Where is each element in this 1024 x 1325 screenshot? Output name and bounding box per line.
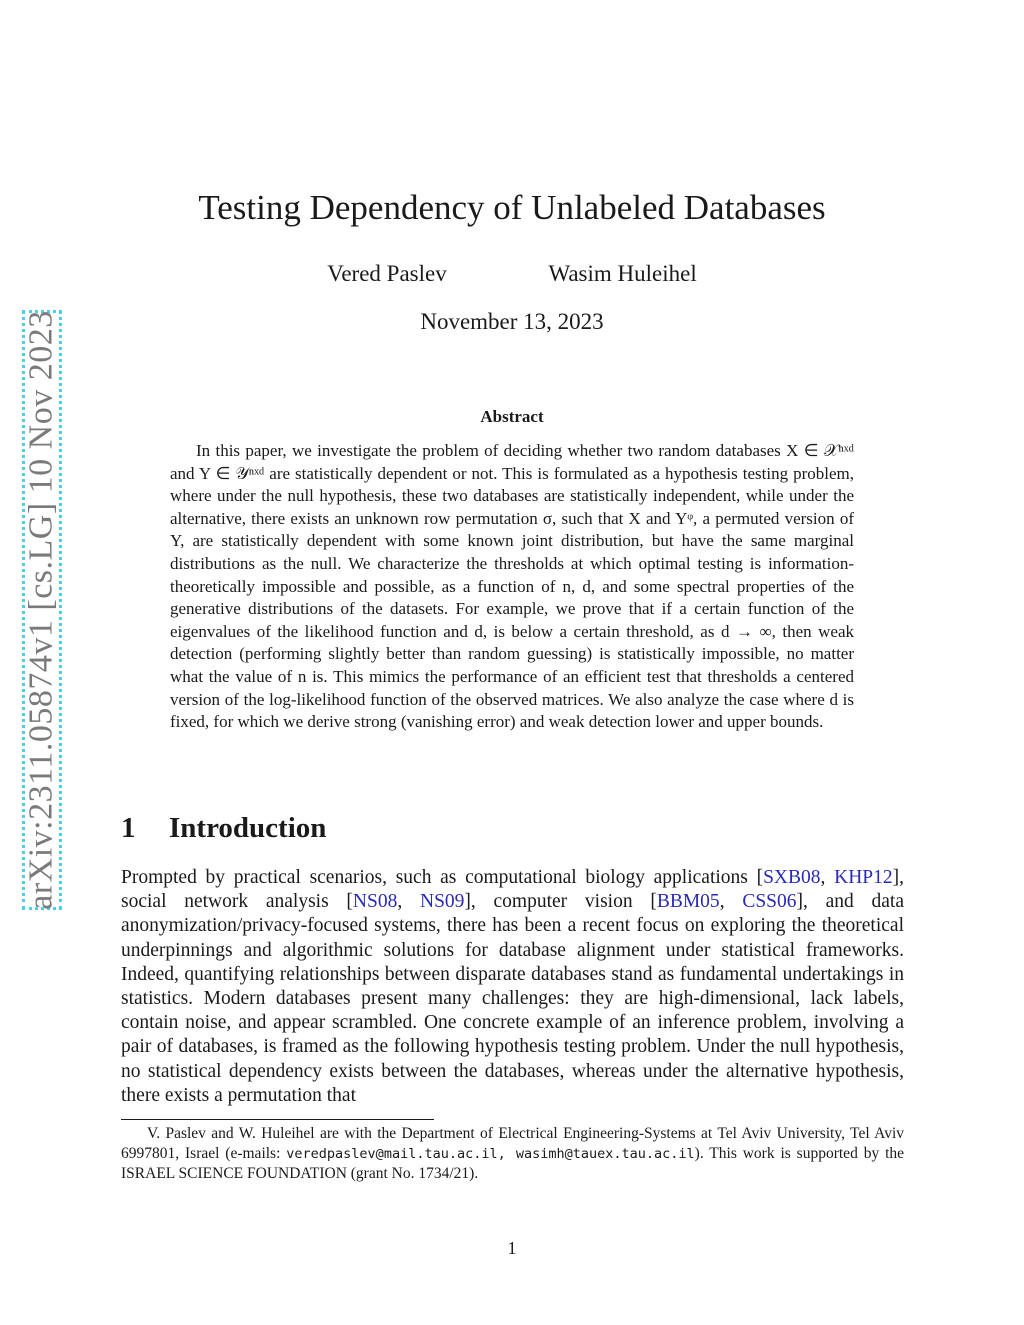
intro-text: ], computer vision [ [464, 891, 657, 913]
author-list [0, 261, 1024, 287]
paper-date: November 13, 2023 [420, 309, 604, 334]
section-number: 1 [121, 812, 136, 844]
citation-link[interactable]: NS08 [352, 891, 398, 913]
citation-link[interactable]: KHP12 [834, 867, 893, 888]
section-heading [121, 812, 326, 845]
page-number: 1 [507, 1238, 517, 1258]
arxiv-stamp [22, 310, 62, 910]
intro-text: ], social network analysis [ [121, 867, 904, 913]
intro-text: , [397, 891, 420, 913]
intro-paragraph [121, 866, 904, 1108]
abstract-text: In this paper, we investigate the problem of deciding whether two random databases X ∈ 𝒳ⁿˣᵈ and Y ∈ 𝒴ⁿˣᵈ are statistically dependent or not. This is formulated as a hypothesis testing problem, where under the null hypothesis, these two databases are statistically independent, while under the alternative, there exists an unknown row permutation σ, such that X and Yᵠ, a permuted version of Y, are statistically dependent with some known joint distribution, but have the same marginal distributions as the null. We characterize the thresholds at which optimal testing is information-theoretically impossible and possible, as a function of n, d, and some spectral properties of the generative distributions of the datasets. For example, we prove that if a certain function of the eigenvalues of the likelihood function and d, is below a certain threshold, as d → ∞, then weak detection (performing slightly better than random guessing) is statistically impossible, no matter what the value of n is. This mimics the performance of an efficient test that thresholds a centered version of the log-likelihood function of the observed matrices. We also analyze the case where d is fixed, for which we derive strong (vanishing error) and weak detection lower and upper bounds. [170, 441, 854, 732]
paper-title: Testing Dependency of Unlabeled Databases [198, 188, 826, 227]
intro-text: , [820, 867, 835, 888]
intro-text: Prompted by practical scenarios, such as computational biology applications [ [121, 867, 764, 888]
citation-link[interactable]: CSS06 [742, 891, 797, 913]
arxiv-identifier: arXiv:2311.05874v1 [cs.LG] 10 Nov 2023 [23, 310, 61, 910]
citation-link[interactable]: NS09 [419, 891, 465, 913]
footnote-text: V. Paslev and W. Huleihel are with the Department of Electrical Engineering-Systems at Tel Aviv University, Tel Aviv 6997801, Israel (e-mails: [121, 1125, 904, 1162]
footnote [121, 1124, 904, 1184]
citation-link[interactable]: SXB08 [763, 867, 821, 888]
author-emails: veredpaslev@mail.tau.ac.il, wasimh@tauex.tau.ac.il [286, 1146, 695, 1162]
section-title: Introduction [169, 812, 327, 844]
intro-text: ], and data anonymization/privacy-focused systems, there has been a recent focus on exploring the theoretical underpinnings and algorithmic solutions for database alignment under statistical frameworks. Indeed, quantifying relationships between disparate databases stand as fundamental undertakings in statistics. Modern databases present many challenges: they are high-dimensional, lack labels, contain noise, and appear scrambled. One concrete example of an inference problem, involving a pair of databases, is framed as the following hypothesis testing problem. Under the null hypothesis, no statistical dependency exists between the databases, whereas under the alternative hypothesis, there exists a permutation that [121, 891, 904, 1106]
author-name: Wasim Huleihel [548, 261, 697, 286]
footnote-text: ). This work is supported by the ISRAEL SCIENCE FOUNDATION (grant No. 1734/21). [121, 1145, 905, 1182]
abstract-heading: Abstract [480, 407, 544, 426]
intro-text: , [719, 891, 743, 913]
citation-link[interactable]: BBM05 [656, 891, 720, 913]
author-name: Vered Paslev [327, 261, 447, 286]
footnote-divider [121, 1119, 434, 1120]
